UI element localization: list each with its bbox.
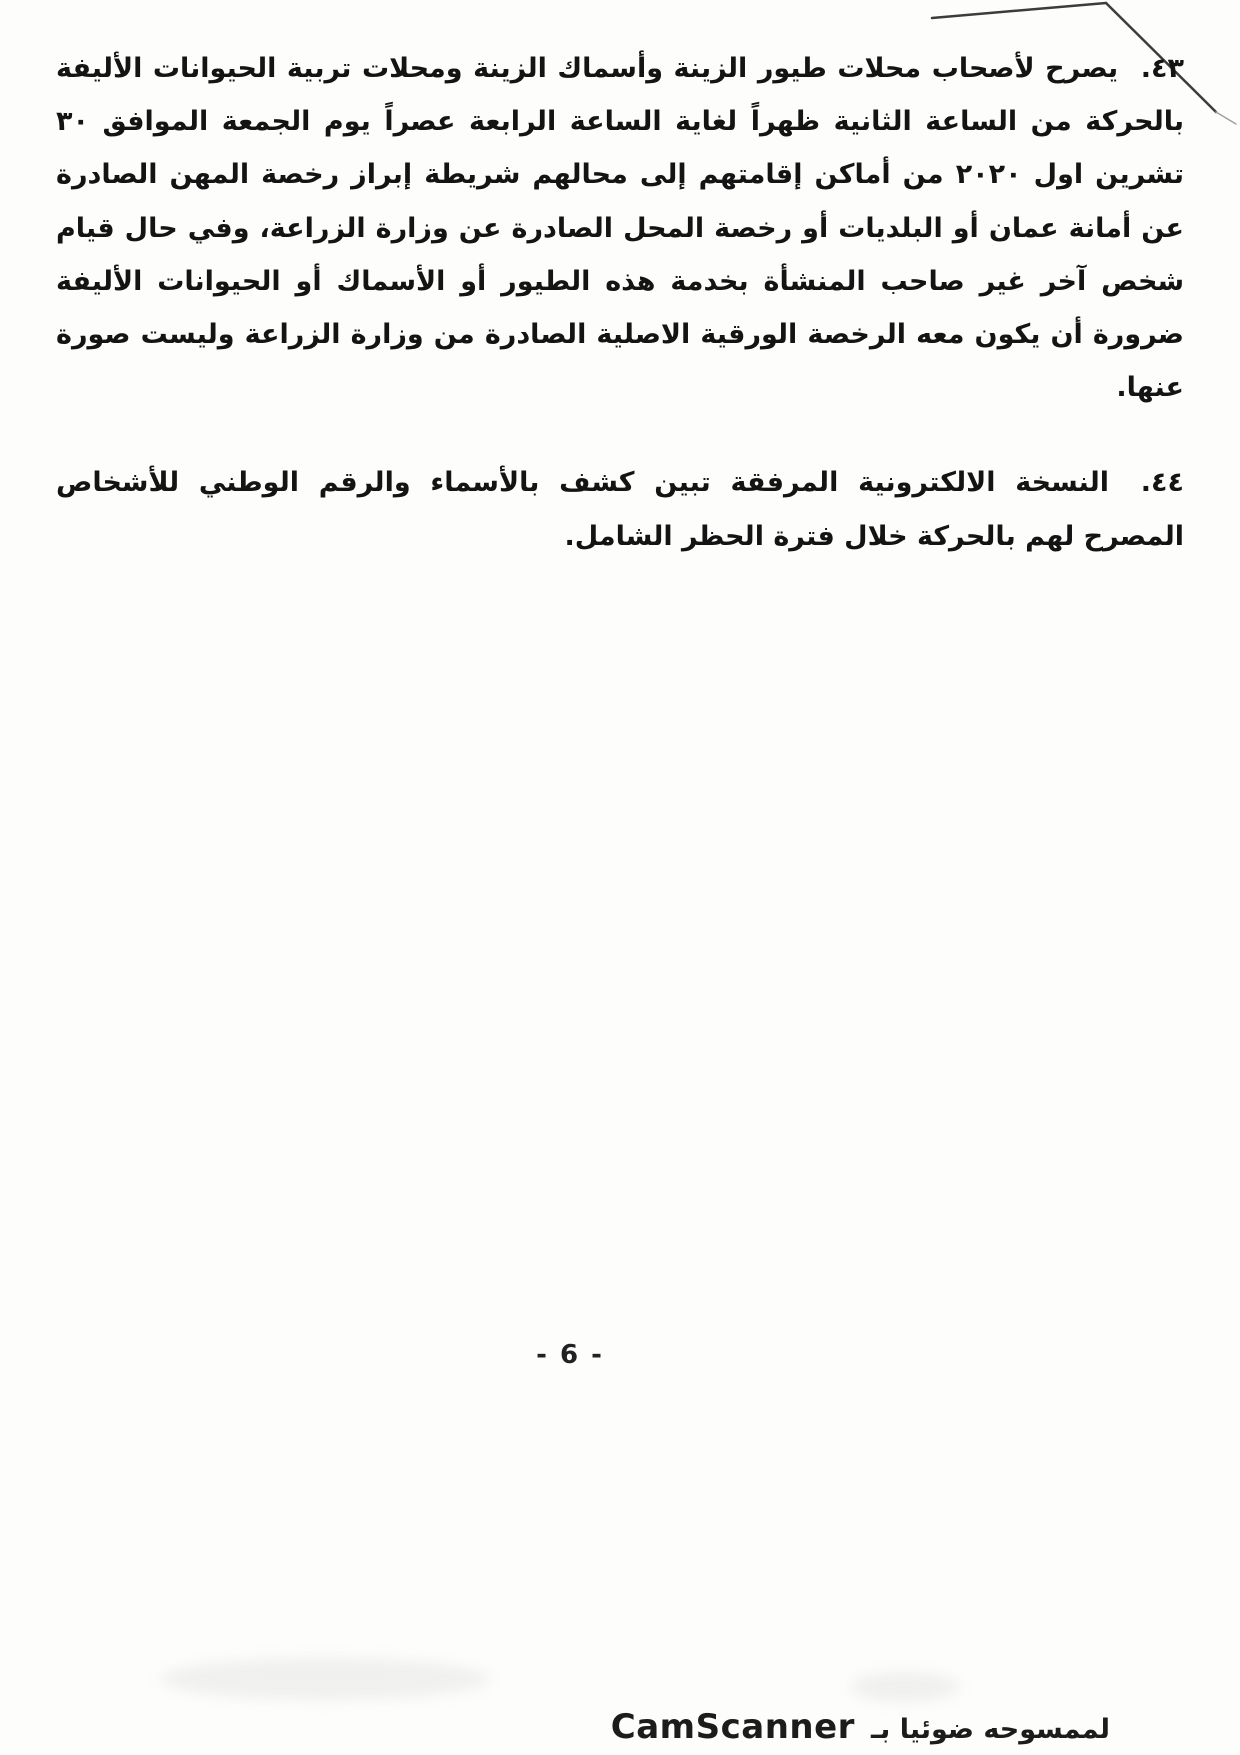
paragraph-43-number: ٤٣. (1140, 53, 1184, 84)
page-number: - 6 - (536, 1340, 604, 1370)
camscanner-watermark (611, 1707, 1110, 1747)
document-body (56, 42, 1184, 605)
paragraph-43-text: يصرح لأصحاب محلات طيور الزينة وأسماك الزينة ومحلات تربية الحيوانات الأليفة بالحركة من الساعة الثانية ظهراً لغاية الساعة الرابعة عصراً يوم الجمعة الموافق ٣٠ تشرين اول ٢٠٢٠ من أماكن إقامتهم إلى محالهم شريطة إبراز رخصة المهن الصادرة عن أمانة عمان أو البلديات أو رخصة المحل الصادرة عن وزارة الزراعة، وفي حال قيام شخص آخر غير صاحب المنشأة بخدمة هذه الطيور أو الأسماك أو الحيوانات الأليفة ضرورة أن يكون معه الرخصة الورقية الاصلية الصادرة من وزارة الزراعة وليست صورة عنها. (56, 53, 1185, 404)
paragraph-43 (56, 42, 1184, 414)
paragraph-44-text: النسخة الالكترونية المرفقة تبين كشف بالأسماء والرقم الوطني للأشخاص المصرح لهم بالحركة خلال فترة الحظر الشامل. (56, 467, 1184, 552)
camscanner-arabic-label: لممسوحه ضوئيا بـ (870, 1714, 1110, 1745)
paragraph-44-number: ٤٤. (1140, 467, 1184, 499)
paragraph-44 (56, 456, 1184, 562)
camscanner-brand-label: CamScanner (610, 1707, 855, 1747)
scan-smudge-artifact (850, 1672, 960, 1702)
scan-smudge-artifact (160, 1658, 490, 1700)
